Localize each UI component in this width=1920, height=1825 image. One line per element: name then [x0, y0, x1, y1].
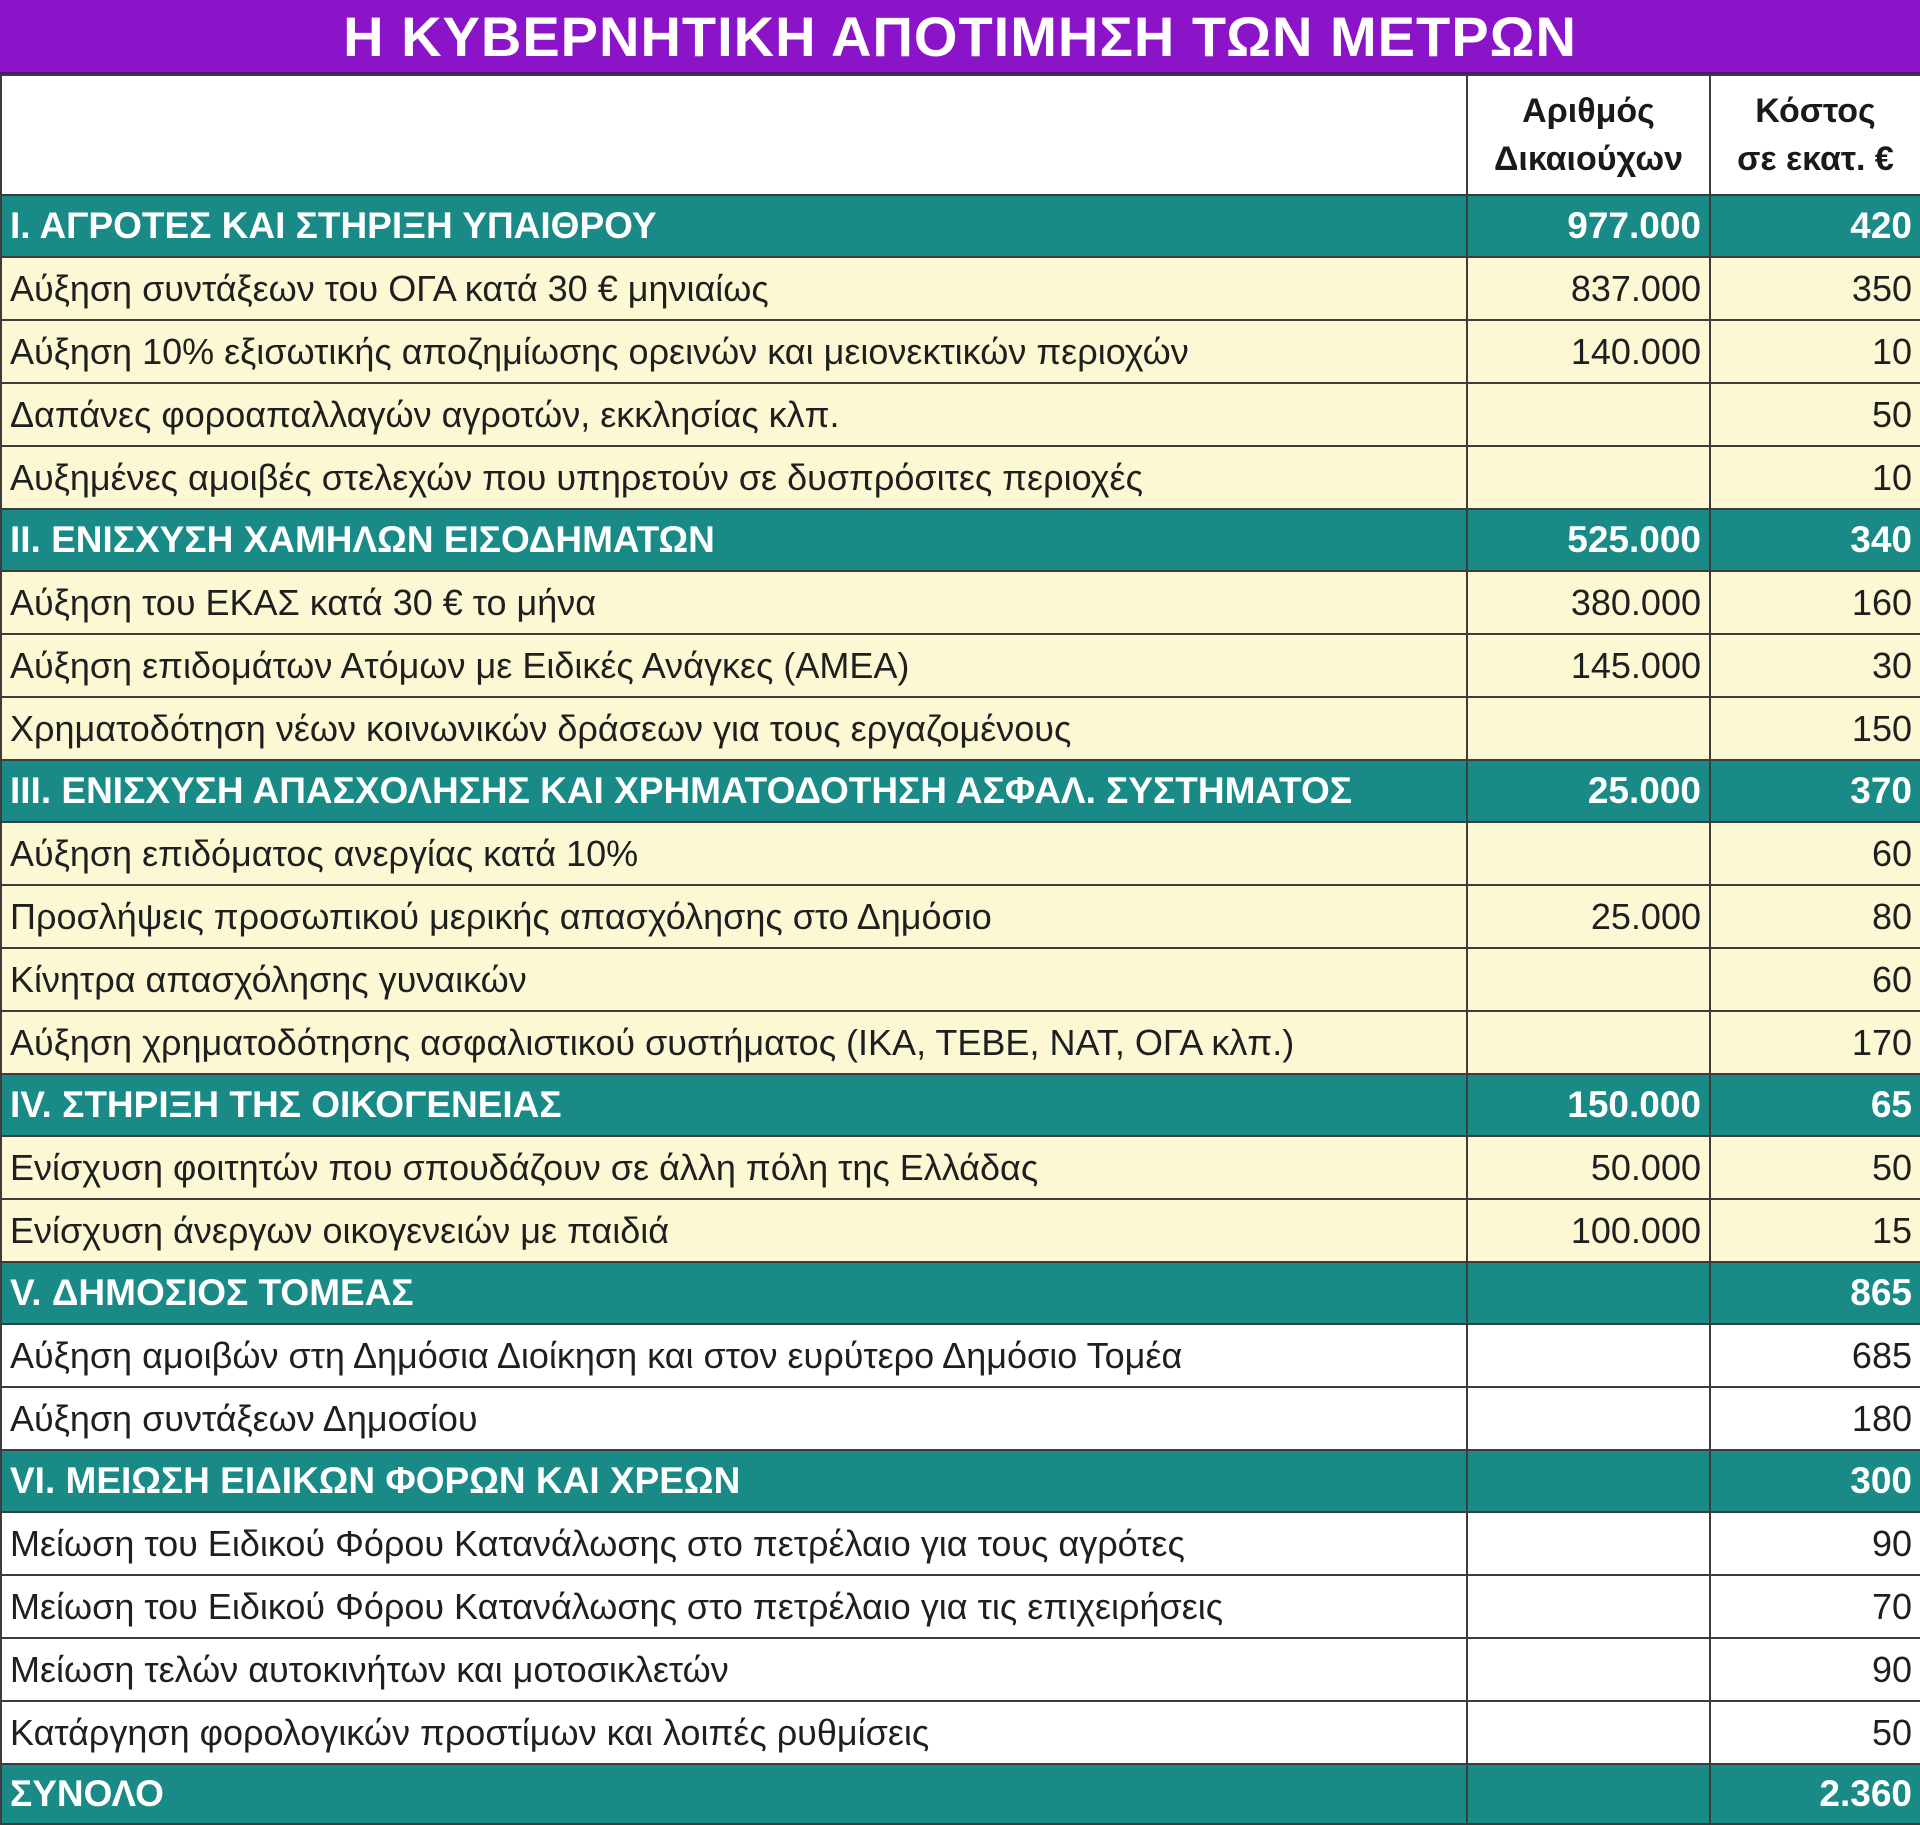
measure-beneficiaries	[1467, 697, 1710, 760]
section-beneficiaries: 977.000	[1467, 195, 1710, 257]
section-cost: 340	[1710, 509, 1920, 571]
measure-label: Αύξηση συντάξεων του ΟΓΑ κατά 30 € μηνιαίως	[1, 257, 1467, 320]
measure-label: Χρηματοδότηση νέων κοινωνικών δράσεων για τους εργαζομένους	[1, 697, 1467, 760]
table-row	[1, 822, 1920, 885]
measure-cost: 15	[1710, 1199, 1920, 1262]
header-cost-line2: σε εκατ. €	[1737, 140, 1894, 178]
measure-cost: 180	[1710, 1387, 1920, 1450]
table-row	[1, 257, 1920, 320]
section-row	[1, 1262, 1920, 1324]
measure-cost: 60	[1710, 822, 1920, 885]
measure-beneficiaries: 25.000	[1467, 885, 1710, 948]
total-label: ΣΥΝΟΛΟ	[1, 1764, 1467, 1824]
section-cost: 370	[1710, 760, 1920, 822]
table-row	[1, 885, 1920, 948]
header-beneficiaries	[1467, 75, 1710, 195]
measure-label: Ενίσχυση φοιτητών που σπουδάζουν σε άλλη πόλη της Ελλάδας	[1, 1136, 1467, 1199]
table-row	[1, 1387, 1920, 1450]
table-row	[1, 1136, 1920, 1199]
section-row	[1, 509, 1920, 571]
measure-cost: 80	[1710, 885, 1920, 948]
measure-beneficiaries: 380.000	[1467, 571, 1710, 634]
table-header-row	[1, 75, 1920, 195]
measure-cost: 160	[1710, 571, 1920, 634]
table-row	[1, 1199, 1920, 1262]
measure-cost: 60	[1710, 948, 1920, 1011]
table-row	[1, 383, 1920, 446]
measure-beneficiaries: 145.000	[1467, 634, 1710, 697]
table-row	[1, 320, 1920, 383]
section-label: IV. ΣΤΗΡΙΞΗ ΤΗΣ ΟΙΚΟΓΕΝΕΙΑΣ	[1, 1074, 1467, 1136]
section-label: ΙΙΙ. ΕΝΙΣΧΥΣΗ ΑΠΑΣΧΟΛΗΣΗΣ ΚΑΙ ΧΡΗΜΑΤΟΔΟΤΗΣΗ ΑΣΦΑΛ. ΣΥΣΤΗΜΑΤΟΣ	[1, 760, 1467, 822]
section-cost: 300	[1710, 1450, 1920, 1512]
header-cost-line1: Κόστος	[1755, 92, 1876, 130]
measure-beneficiaries: 100.000	[1467, 1199, 1710, 1262]
table-row	[1, 1638, 1920, 1701]
measure-label: Αύξηση του ΕΚΑΣ κατά 30 € το μήνα	[1, 571, 1467, 634]
section-row	[1, 1450, 1920, 1512]
measure-label: Αύξηση 10% εξισωτικής αποζημίωσης ορεινών και μειονεκτικών περιοχών	[1, 320, 1467, 383]
table-row	[1, 948, 1920, 1011]
table-row	[1, 1324, 1920, 1387]
table-row	[1, 1701, 1920, 1764]
measure-label: Μείωση του Ειδικού Φόρου Κατανάλωσης στο πετρέλαιο για τις επιχειρήσεις	[1, 1575, 1467, 1638]
section-row	[1, 760, 1920, 822]
table-row	[1, 1512, 1920, 1575]
measure-beneficiaries	[1467, 1011, 1710, 1074]
measure-label: Αύξηση αμοιβών στη Δημόσια Διοίκηση και στον ευρύτερο Δημόσιο Τομέα	[1, 1324, 1467, 1387]
measure-cost: 30	[1710, 634, 1920, 697]
measure-beneficiaries	[1467, 822, 1710, 885]
measure-cost: 50	[1710, 1136, 1920, 1199]
measure-label: Μείωση τελών αυτοκινήτων και μοτοσικλετών	[1, 1638, 1467, 1701]
section-cost: 65	[1710, 1074, 1920, 1136]
table-row	[1, 697, 1920, 760]
section-label: ΙΙ. ΕΝΙΣΧΥΣΗ ΧΑΜΗΛΩΝ ΕΙΣΟΔΗΜΑΤΩΝ	[1, 509, 1467, 571]
measure-cost: 90	[1710, 1638, 1920, 1701]
table-row	[1, 1011, 1920, 1074]
section-label: VI. ΜΕΙΩΣΗ ΕΙΔΙΚΩΝ ΦΟΡΩΝ ΚΑΙ ΧΡΕΩΝ	[1, 1450, 1467, 1512]
total-cost: 2.360	[1710, 1764, 1920, 1824]
section-cost: 865	[1710, 1262, 1920, 1324]
section-cost: 420	[1710, 195, 1920, 257]
measure-label: Αύξηση συντάξεων Δημοσίου	[1, 1387, 1467, 1450]
measure-beneficiaries	[1467, 383, 1710, 446]
header-cost	[1710, 75, 1920, 195]
measure-label: Αύξηση επιδόματος ανεργίας κατά 10%	[1, 822, 1467, 885]
table-row	[1, 446, 1920, 509]
measure-beneficiaries	[1467, 1638, 1710, 1701]
measure-cost: 90	[1710, 1512, 1920, 1575]
header-description	[1, 75, 1467, 195]
measure-label: Μείωση του Ειδικού Φόρου Κατανάλωσης στο πετρέλαιο για τους αγρότες	[1, 1512, 1467, 1575]
measure-label: Δαπάνες φοροαπαλλαγών αγροτών, εκκλησίας κλπ.	[1, 383, 1467, 446]
section-label: Ι. ΑΓΡΟΤΕΣ ΚΑΙ ΣΤΗΡΙΞΗ ΥΠΑΙΘΡΟΥ	[1, 195, 1467, 257]
measure-cost: 150	[1710, 697, 1920, 760]
measure-label: Προσλήψεις προσωπικού μερικής απασχόλησης στο Δημόσιο	[1, 885, 1467, 948]
measure-beneficiaries	[1467, 1701, 1710, 1764]
measure-cost: 350	[1710, 257, 1920, 320]
measure-cost: 50	[1710, 1701, 1920, 1764]
measure-beneficiaries	[1467, 1387, 1710, 1450]
measure-beneficiaries	[1467, 446, 1710, 509]
measure-label: Αυξημένες αμοιβές στελεχών που υπηρετούν σε δυσπρόσιτες περιοχές	[1, 446, 1467, 509]
measure-beneficiaries	[1467, 1512, 1710, 1575]
measure-beneficiaries	[1467, 948, 1710, 1011]
total-beneficiaries	[1467, 1764, 1710, 1824]
measure-cost: 70	[1710, 1575, 1920, 1638]
header-beneficiaries-line2: Δικαιούχων	[1493, 140, 1684, 178]
measures-table	[0, 74, 1920, 1825]
measure-cost: 10	[1710, 446, 1920, 509]
measure-label: Κίνητρα απασχόλησης γυναικών	[1, 948, 1467, 1011]
section-beneficiaries: 525.000	[1467, 509, 1710, 571]
measure-beneficiaries	[1467, 1324, 1710, 1387]
table-row	[1, 571, 1920, 634]
table-row	[1, 634, 1920, 697]
section-beneficiaries: 25.000	[1467, 760, 1710, 822]
section-row	[1, 195, 1920, 257]
measure-label: Ενίσχυση άνεργων οικογενειών με παιδιά	[1, 1199, 1467, 1262]
total-row	[1, 1764, 1920, 1824]
section-row	[1, 1074, 1920, 1136]
measure-beneficiaries: 50.000	[1467, 1136, 1710, 1199]
measure-beneficiaries	[1467, 1575, 1710, 1638]
table-row	[1, 1575, 1920, 1638]
measure-label: Αύξηση επιδομάτων Ατόμων με Ειδικές Ανάγκες (ΑΜΕΑ)	[1, 634, 1467, 697]
section-beneficiaries	[1467, 1450, 1710, 1512]
measure-label: Κατάργηση φορολογικών προστίμων και λοιπές ρυθμίσεις	[1, 1701, 1467, 1764]
measure-cost: 10	[1710, 320, 1920, 383]
measure-cost: 50	[1710, 383, 1920, 446]
measure-cost: 685	[1710, 1324, 1920, 1387]
measure-beneficiaries: 837.000	[1467, 257, 1710, 320]
page-title: Η ΚΥΒΕΡΝΗΤΙΚΗ ΑΠΟΤΙΜΗΣΗ ΤΩΝ ΜΕΤΡΩΝ	[0, 0, 1920, 74]
measure-label: Αύξηση χρηματοδότησης ασφαλιστικού συστήματος (ΙΚΑ, ΤΕΒΕ, ΝΑΤ, ΟΓΑ κλπ.)	[1, 1011, 1467, 1074]
section-label: V. ΔΗΜΟΣΙΟΣ ΤΟΜΕΑΣ	[1, 1262, 1467, 1324]
measure-beneficiaries: 140.000	[1467, 320, 1710, 383]
measure-cost: 170	[1710, 1011, 1920, 1074]
header-beneficiaries-line1: Αριθμός	[1522, 92, 1655, 130]
section-beneficiaries	[1467, 1262, 1710, 1324]
section-beneficiaries: 150.000	[1467, 1074, 1710, 1136]
